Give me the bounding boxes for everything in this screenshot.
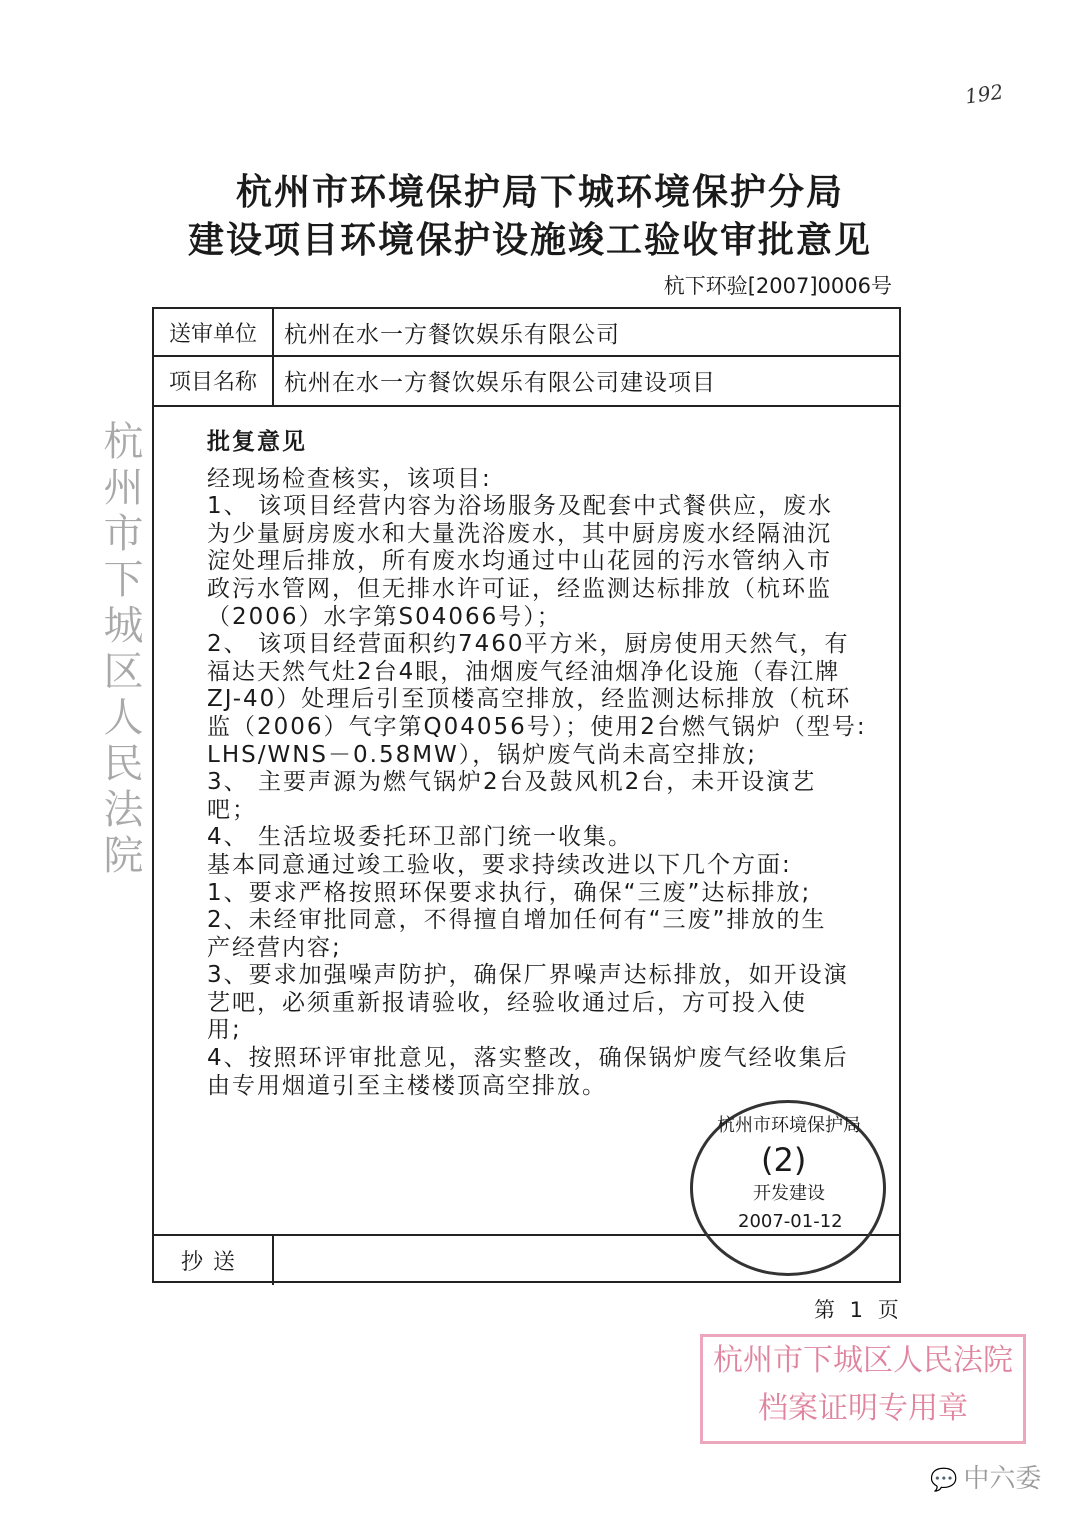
opinion-heading: 批复意见 (207, 429, 307, 455)
opinion-line: 淀处理后排放，所有废水均通过中山花园的污水管纳入市 (207, 548, 832, 575)
seal-center: (2) (761, 1141, 807, 1179)
official-round-seal (690, 1100, 886, 1276)
seal-rect-line2: 档案证明专用章 (758, 1391, 968, 1426)
project-row (154, 355, 899, 407)
wechat-account-name: 中六委 (963, 1464, 1042, 1494)
seal-date: 2007-01-12 (738, 1211, 843, 1232)
submitter-row (154, 309, 899, 357)
cc-label: 抄送 (154, 1236, 274, 1285)
title-agency: 杭州市环境保护局下城环境保护分局 (235, 172, 844, 213)
opinion-line: 福达天然气灶2台4眼，油烟废气经油烟净化设施（春江牌 (207, 658, 841, 685)
opinion-line: 监（2006）气字第Q04056号）；使用2台燃气锅炉（型号: (207, 713, 867, 740)
seal-sub: 开发建设 (753, 1183, 825, 1204)
opinion-section (207, 429, 867, 1100)
opinion-line: 艺吧，必须重新报请验收，经验收通过后，方可投入使 (207, 989, 807, 1016)
opinion-line: 3、 主要声源为燃气锅炉2台及鼓风机2台，未开设演艺 (207, 769, 817, 796)
project-label: 项目名称 (154, 355, 274, 405)
opinion-line: ZJ-40）处理后引至顶楼高空排放，经监测达标排放（杭环 (207, 686, 852, 713)
opinion-line: （2006）水字第S04066号）； (207, 603, 562, 630)
page-footer: 第 1 页 (814, 1298, 903, 1322)
opinion-line: 由专用烟道引至主楼楼顶高空排放。 (207, 1072, 607, 1099)
opinion-line: 政污水管网，但无排水许可证，经监测达标排放（杭环监 (207, 575, 832, 602)
opinion-line: 1、要求严格按照环保要求执行，确保“三废”达标排放; (207, 879, 812, 906)
wechat-watermark (930, 1458, 1041, 1495)
wechat-icon: 💬 (930, 1468, 958, 1493)
opinion-line: 基本同意通过竣工验收，要求持续改进以下几个方面: (207, 851, 792, 878)
opinion-line: 2、 该项目经营面积约7460平方米，厨房使用天然气，有 (207, 631, 850, 658)
seal-rect-line1: 杭州市下城区人民法院 (713, 1343, 1013, 1378)
opinion-line: 为少量厨房废水和大量洗浴废水，其中厨房废水经隔油沉 (207, 520, 832, 547)
opinion-line: 经现场检查核实，该项目: (207, 465, 492, 492)
submitter-value: 杭州在水一方餐饮娱乐有限公司 (284, 321, 620, 348)
title-document: 建设项目环境保护设施竣工验收审批意见 (187, 220, 872, 261)
document-number: 杭下环验[2007]0006号 (663, 274, 892, 298)
court-watermark: 杭州市下城区人民法院 (97, 420, 143, 880)
opinion-line: 用; (207, 1017, 242, 1044)
opinion-line: 1、 该项目经营内容为浴场服务及配套中式餐供应，废水 (207, 493, 833, 520)
opinion-line: 2、未经审批同意，不得擅自增加任何有“三废”排放的生 (207, 907, 827, 934)
opinion-line: 4、 生活垃圾委托环卫部门统一收集。 (207, 824, 633, 851)
handwritten-page-number: 192 (963, 79, 1005, 109)
project-value: 杭州在水一方餐饮娱乐有限公司建设项目 (284, 369, 716, 396)
opinion-line: 产经营内容; (207, 934, 342, 961)
opinion-line: LHS/WNS－0.58MW），锅炉废气尚未高空排放; (207, 741, 758, 768)
court-archive-seal (700, 1334, 1026, 1444)
opinion-line: 吧； (207, 796, 257, 823)
opinion-line: 4、按照环评审批意见，落实整改，确保锅炉废气经收集后 (207, 1045, 849, 1072)
opinion-line: 3、要求加强噪声防护，确保厂界噪声达标排放，如开设演 (207, 962, 849, 989)
submitter-label: 送审单位 (154, 309, 274, 355)
seal-arc-text: 杭州市环境保护局 (717, 1115, 861, 1136)
